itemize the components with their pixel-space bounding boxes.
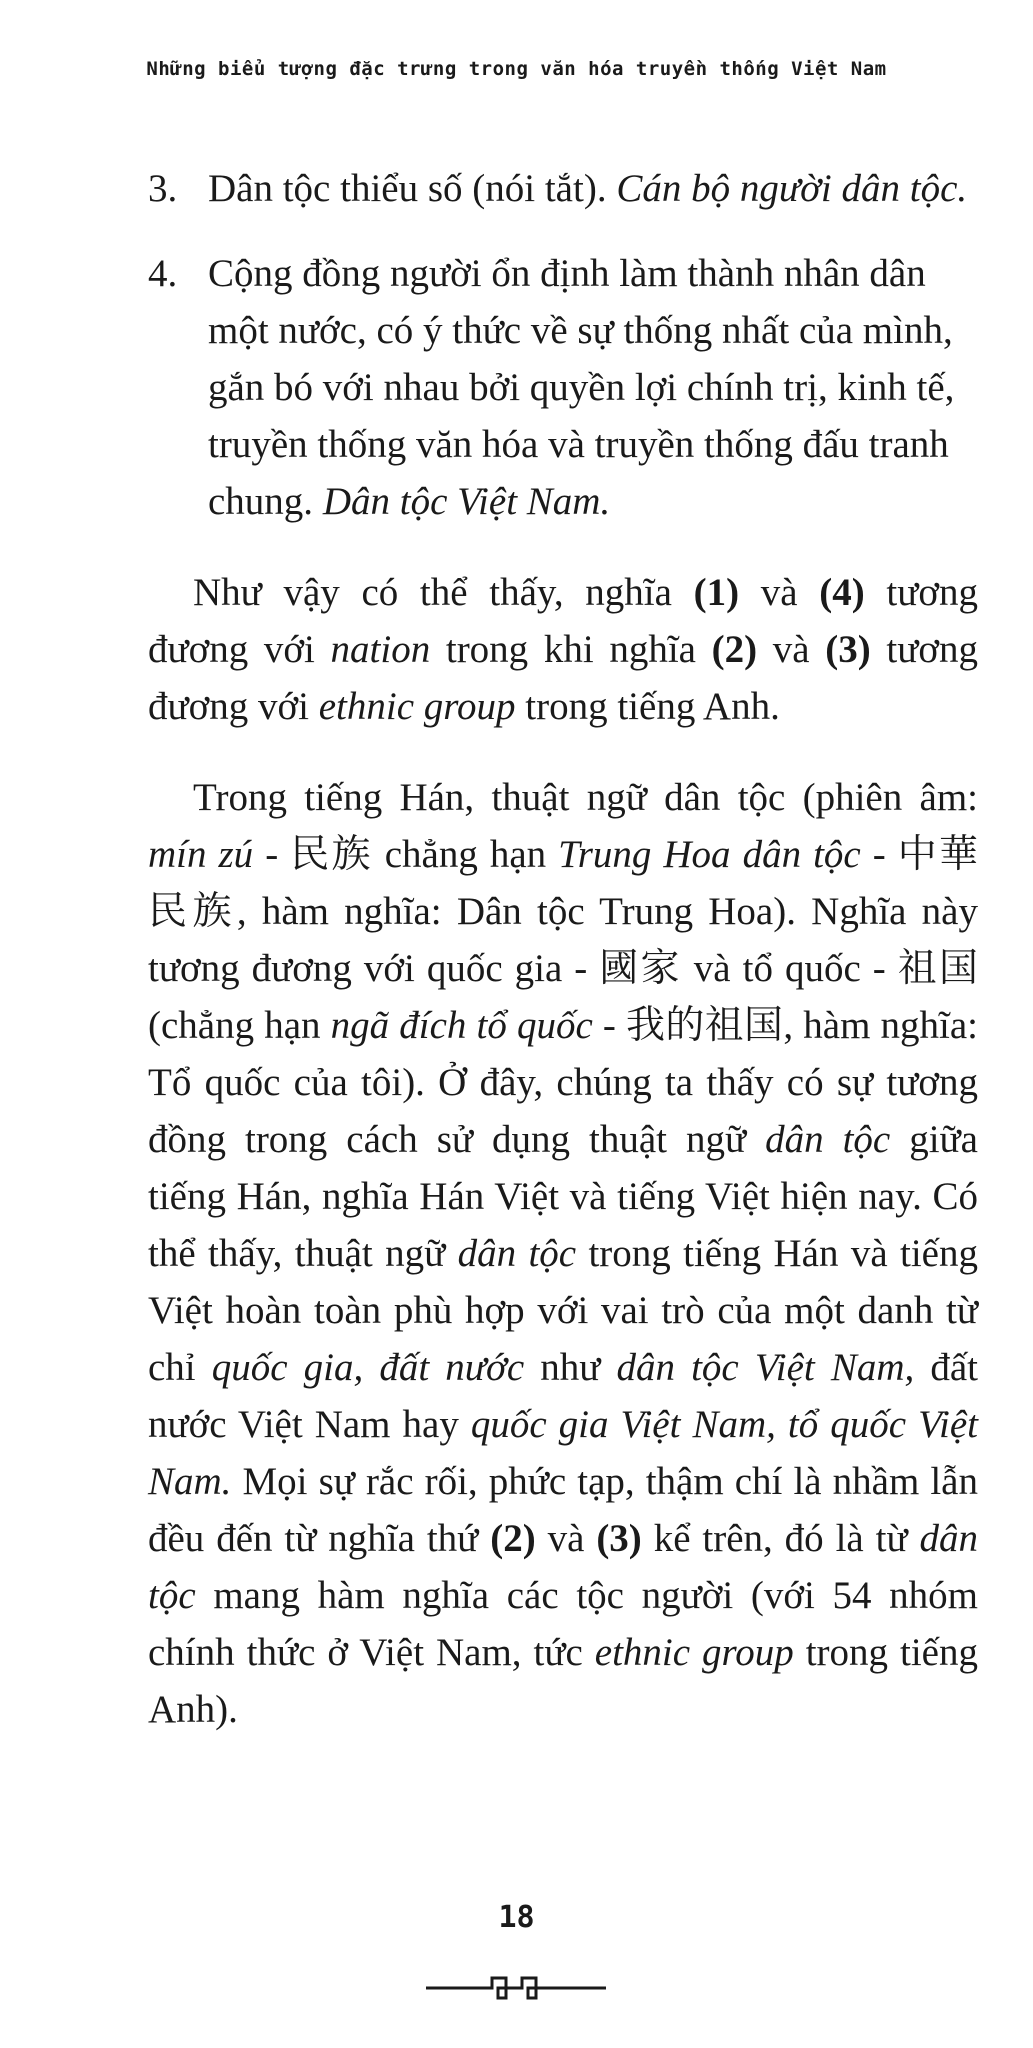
ref-number: (1) — [693, 571, 740, 614]
paragraph-2 — [148, 769, 978, 1738]
ref-number: (4) — [819, 571, 865, 614]
text-run: trong tiếng Anh. — [515, 685, 780, 728]
text-run: Như vậy có thể thấy, nghĩa — [193, 571, 694, 614]
definition-text: Dân tộc thiểu số (nói tắt). — [208, 167, 617, 210]
italic-term: mín zú — [148, 833, 254, 876]
italic-term: dân tộc — [148, 1517, 979, 1617]
running-header: Những biểu tượng đặc trưng trong văn hóa truyền thống Việt Nam — [146, 58, 887, 80]
text-run: trong khi nghĩa — [430, 628, 712, 671]
text-run: như — [524, 1346, 617, 1389]
example-text: Dân tộc Việt Nam. — [322, 480, 611, 523]
list-number: 3. — [148, 167, 178, 210]
italic-term: quốc gia Việt Nam, tổ quốc Việt Nam. — [148, 1403, 978, 1503]
list-text — [208, 160, 978, 217]
text-run: và — [757, 628, 826, 671]
text-run: - 民族 chẳng hạn — [253, 833, 559, 876]
text-run: tương đương với — [148, 628, 978, 728]
text-run: trong tiếng Anh). — [148, 1631, 978, 1731]
text-run: trong tiếng Hán và tiếng Việt hoàn toàn phù hợp với vai trò của một danh từ chỉ — [148, 1232, 978, 1389]
definition-text: Cộng đồng người ổn định làm thành nhân dân một nước, có ý thức về sự thống nhất của mình, gắn bó với nhau bởi quyền lợi chính trị, kinh tế, truyền thống văn hóa và truyền thống đấu tranh chung. — [208, 252, 955, 523]
example-text: Cán bộ người dân tộc. — [616, 167, 968, 210]
text-run: kể trên, đó là từ — [641, 1517, 920, 1560]
list-text — [208, 245, 978, 530]
list-item-4 — [148, 245, 978, 530]
italic-term: nation — [330, 628, 431, 671]
italic-term: dân tộc — [457, 1232, 577, 1275]
text-run: tương đương với — [148, 571, 979, 671]
text-run: Mọi sự rắc rối, phức tạp, thậm chí là nhầm lẫn đều đến từ nghĩa thứ — [148, 1460, 978, 1560]
italic-term: Trung Hoa dân tộc — [558, 833, 861, 876]
list-item-3 — [148, 160, 978, 217]
paragraph-1 — [148, 564, 978, 735]
italic-term: quốc gia, đất nước — [211, 1346, 525, 1389]
page-number: 18 — [498, 1900, 535, 1935]
text-run: mang hàm nghĩa các tộc người (với 54 nhóm chính thức ở Việt Nam, tức — [148, 1574, 978, 1674]
text-run: và — [739, 571, 820, 614]
italic-term: dân tộc — [765, 1118, 891, 1161]
italic-term: ethnic group — [594, 1631, 794, 1674]
text-run: - 我的祖国, hàm nghĩa: Tổ quốc của tôi). Ở đây, chúng ta thấy có sự tương đồng trong cách sử dụng thuật ngữ — [148, 1004, 978, 1161]
ref-number: (3) — [596, 1517, 642, 1560]
list-number: 4. — [148, 252, 178, 295]
ornament-divider-icon — [426, 1968, 606, 2008]
ref-number: (2) — [711, 628, 758, 671]
text-run: và — [535, 1517, 597, 1560]
page-body — [148, 160, 978, 1738]
text-run: đất nước Việt Nam hay — [148, 1346, 978, 1446]
text-run: giữa tiếng Hán, nghĩa Hán Việt và tiếng Việt hiện nay. Có thể thấy, thuật ngữ — [148, 1118, 978, 1275]
italic-term: dân tộc Việt Nam, — [616, 1346, 915, 1389]
italic-term: ngã đích tổ quốc — [330, 1004, 593, 1047]
text-run: Trong tiếng Hán, thuật ngữ dân tộc (phiên âm: — [193, 776, 978, 819]
ref-number: (3) — [825, 628, 871, 671]
ref-number: (2) — [490, 1517, 536, 1560]
italic-term: ethnic group — [318, 685, 516, 728]
text-run: - 中華民族, hàm nghĩa: Dân tộc Trung Hoa). Nghĩa này tương đương với quốc gia - 國家 và tổ quốc - 祖国 (chẳng hạn — [148, 833, 978, 1047]
